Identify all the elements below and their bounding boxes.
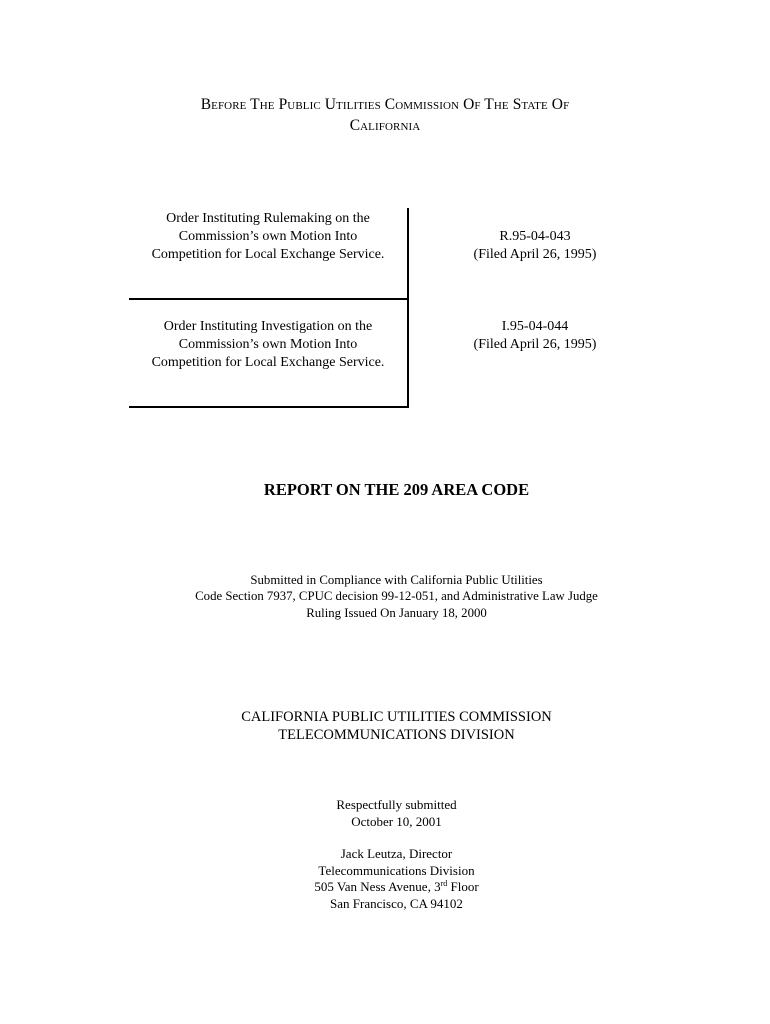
proceeding-2-docket [429, 318, 641, 354]
report-title: REPORT ON THE 209 AREA CODE [263, 480, 530, 499]
proceeding-1-number: R.95-04-043 [499, 229, 571, 244]
proceeding-2-filed: (Filed April 26, 1995) [473, 337, 597, 352]
submission-label: Respectfully submitted [336, 797, 457, 812]
organization-block [0, 709, 770, 744]
contact-address-ordinal: rd [440, 879, 448, 888]
heading-line-2: California [349, 117, 421, 134]
proceeding-2-number: I.95-04-044 [501, 319, 569, 334]
caption-vertical-rule [407, 208, 409, 408]
compliance-statement [0, 572, 770, 621]
contact-address [0, 879, 770, 896]
proceeding-1-line-3: Competition for Local Exchange Service. [151, 247, 385, 262]
contact-address-prefix: 505 Van Ness Avenue, 3 [314, 879, 441, 894]
proceeding-1-docket [429, 228, 641, 264]
compliance-line-2: Code Section 7937, CPUC decision 99-12-051, and Administrative Law Judge [195, 589, 598, 604]
contact-division: Telecommunications Division [318, 862, 475, 878]
contact-name: Jack Leutza, Director [340, 846, 453, 861]
proceeding-1-description [129, 210, 407, 264]
proceeding-2-description [129, 318, 407, 372]
proceeding-2-line-1: Order Instituting Investigation on the [163, 319, 373, 334]
caption-middle-rule [129, 298, 408, 300]
proceeding-2-line-2: Commission’s own Motion Into [178, 337, 358, 352]
organization-line-2: TELECOMMUNICATIONS DIVISION [278, 726, 515, 743]
compliance-line-3: Ruling Issued On January 18, 2000 [306, 605, 487, 620]
proceeding-caption-table [129, 208, 669, 408]
contact-address-suffix: Floor [447, 879, 479, 894]
proceeding-1-filed: (Filed April 26, 1995) [473, 247, 597, 262]
commission-heading [0, 94, 770, 136]
proceeding-2-line-3: Competition for Local Exchange Service. [151, 355, 385, 370]
organization-line-1: CALIFORNIA PUBLIC UTILITIES COMMISSION [241, 709, 552, 725]
submission-block [0, 797, 770, 830]
compliance-line-1: Submitted in Compliance with California Public Utilities [250, 573, 543, 587]
proceeding-1-line-1: Order Instituting Rulemaking on the [166, 211, 370, 226]
contact-block [0, 846, 770, 912]
proceeding-1-line-2: Commission’s own Motion Into [178, 229, 358, 244]
submission-date: October 10, 2001 [351, 813, 442, 829]
caption-bottom-rule [129, 406, 408, 408]
heading-line-1: Before The Public Utilities Commission Of The State Of [200, 96, 570, 113]
contact-city: San Francisco, CA 94102 [330, 895, 463, 911]
